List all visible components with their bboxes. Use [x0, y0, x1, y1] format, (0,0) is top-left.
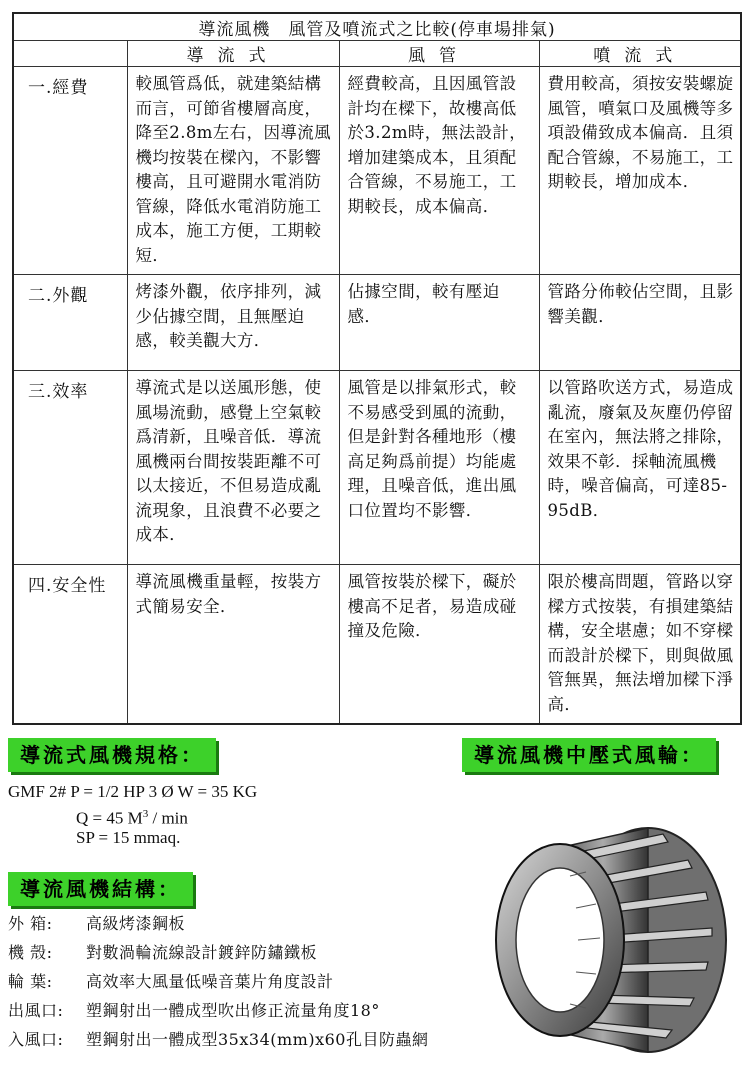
structure-label: 出風口:	[8, 1001, 64, 1020]
row-label-cost: 一.經費	[13, 67, 127, 275]
structure-label: 外 箱:	[8, 914, 53, 933]
table-cell: 以管路吹送方式，易造成亂流，廢氣及灰塵仍停留在室內，無法將之排除，效果不彰．採軸流風機時，噪音偏高，可達85-95dB．	[539, 371, 741, 565]
row-label-safety: 四.安全性	[13, 565, 127, 725]
structure-label: 入風口:	[8, 1030, 64, 1049]
structure-label: 機 殼:	[8, 943, 53, 962]
table-cell: 經費較高，且因風管設計均在樑下，故樓高低於3.2m時，無法設計，增加建築成本，且須配合管線，不易施工，工期較長，成本偏高．	[339, 67, 539, 275]
table-cell: 限於樓高問題，管路以穿樑方式按裝，有損建築結構，安全堪慮；如不穿樑而設計於樑下，則與做風管無異，無法增加樑下淨高．	[539, 565, 741, 725]
structure-heading: 導流風機結構：	[8, 872, 193, 906]
structure-value: 高效率大風量低噪音葉片角度設計	[86, 972, 334, 991]
table-row	[13, 565, 741, 725]
table-cell: 費用較高，須按安裝螺旋風管，噴氣口及風機等多項設備致成本偏高．且須配合管線，不易施工，工期較長，增加成本．	[539, 67, 741, 275]
table-cell: 風管按裝於樑下，礙於樓高不足者，易造成碰撞及危險．	[339, 565, 539, 725]
corner-cell	[13, 41, 127, 67]
table-row	[13, 67, 741, 275]
column-header-fengguan: 風管	[339, 41, 539, 67]
comparison-table	[12, 12, 742, 725]
structure-value: 塑鋼射出一體成型35x34(mm)x60孔目防蟲網	[86, 1030, 429, 1049]
spec-line-3: SP = 15 mmaq.	[76, 828, 181, 847]
structure-value: 對數渦輪流線設計鍍鋅防鏽鐵板	[86, 943, 318, 962]
spec-line-1: GMF 2# P = 1/2 HP 3 Ø W = 35 KG	[8, 782, 258, 801]
table-cell: 較風管爲低，就建築結構而言，可節省樓層高度，降至2.8m左右，因導流風機均按裝在樑內，不影響樓高，且可避開水電消防管線，降低水電消防施工成本，施工方便，工期較短．	[127, 67, 339, 275]
column-header-daoliu: 導流式	[127, 41, 339, 67]
list-item	[8, 1024, 478, 1053]
structure-value: 塑鋼射出一體成型吹出修正流量角度18°	[86, 1001, 380, 1020]
wheel-body	[496, 828, 726, 1052]
list-item	[8, 937, 478, 966]
table-title: 導流風機 風管及噴流式之比較(停車場排氣)	[13, 13, 741, 41]
column-header-penliu: 噴流式	[539, 41, 741, 67]
fan-wheel-image	[488, 812, 738, 1070]
table-cell: 管路分佈較佔空間，且影響美觀．	[539, 275, 741, 371]
structure-label: 輪 葉:	[8, 972, 53, 991]
list-item	[8, 995, 478, 1024]
structure-list	[8, 908, 478, 1053]
structure-value: 高級烤漆鋼板	[86, 914, 186, 933]
spec-line-2: Q = 45 $M^3$ / min	[76, 808, 188, 828]
table-row	[13, 275, 741, 371]
row-label-appearance: 二.外觀	[13, 275, 127, 371]
row-label-efficiency: 三.效率	[13, 371, 127, 565]
wheel-heading: 導流風機中壓式風輪：	[462, 738, 716, 772]
table-cell: 導流式是以送風形態，使風場流動，感覺上空氣較爲清新，且噪音低．導流風機兩台間按裝距離不可以太接近，不但易造成亂流現象，且浪費不必要之成本．	[127, 371, 339, 565]
table-cell: 風管是以排氣形式，較不易感受到風的流動，但是針對各種地形（樓高足夠爲前提）均能處理，且噪音低，進出風口位置均不影響．	[339, 371, 539, 565]
list-item	[8, 966, 478, 995]
spec-heading: 導流式風機規格：	[8, 738, 216, 772]
table-cell: 佔據空間，較有壓迫感．	[339, 275, 539, 371]
table-cell: 烤漆外觀，依序排列，減少佔據空間，且無壓迫感，較美觀大方．	[127, 275, 339, 371]
list-item	[8, 908, 478, 937]
table-row	[13, 371, 741, 565]
table-cell: 導流風機重量輕，按裝方式簡易安全．	[127, 565, 339, 725]
